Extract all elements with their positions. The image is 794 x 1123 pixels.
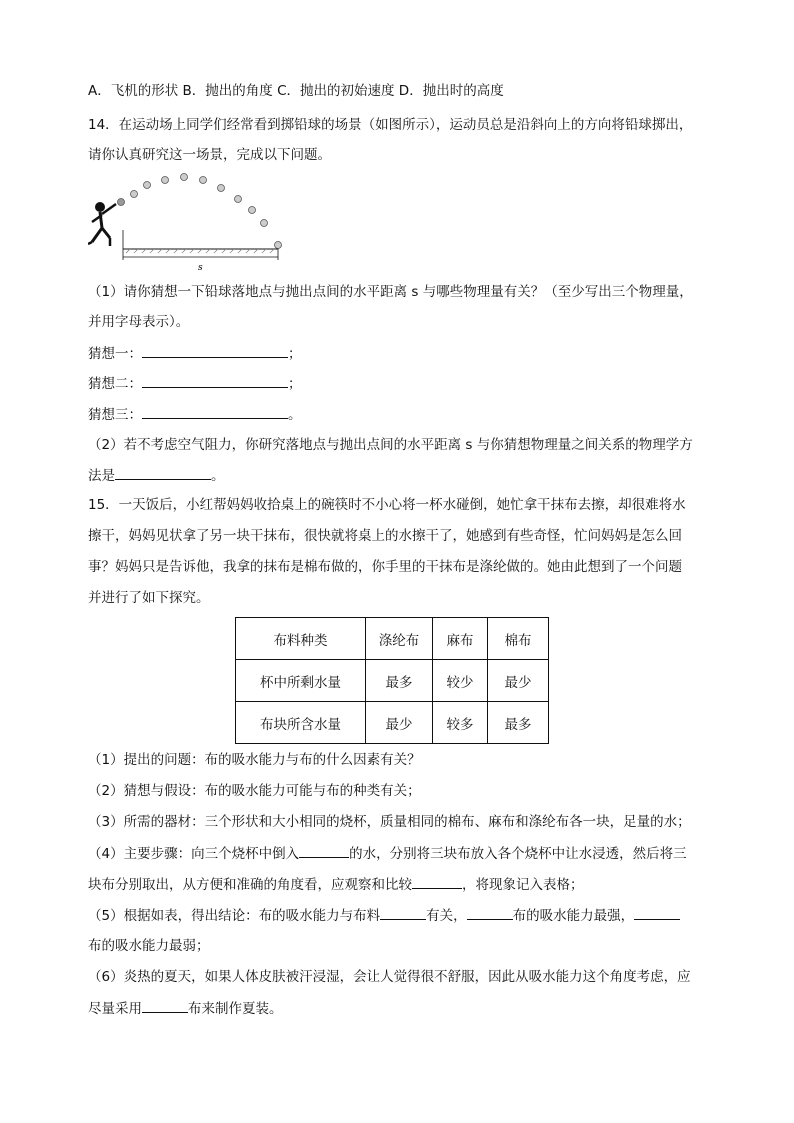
q15-step4-line1: [88, 843, 687, 864]
table-cell: 麻布: [433, 618, 488, 660]
q14-part2-prefix: 法是: [88, 468, 115, 484]
table-cell: 最少: [366, 702, 433, 744]
q15-step5-line2: 布的吸水能力最弱；: [88, 938, 210, 954]
q15-step6-line2: [88, 998, 283, 1019]
distance-label: s: [198, 263, 203, 273]
guess2-row: [88, 373, 302, 394]
strongest-blank[interactable]: [467, 905, 513, 920]
guess2-blank[interactable]: [142, 373, 288, 388]
step4-text-a: （4）主要步骤：向三个烧杯中倒入: [88, 846, 300, 862]
step4-text-d: ，将现象记入表格；: [462, 877, 584, 893]
q15-stem-line1: 15．一天饭后，小红帮妈妈收拾桌上的碗筷时不小心将一杯水碰倒，她忙拿干抹布去擦，却很难将水: [88, 497, 686, 513]
factor-blank[interactable]: [380, 905, 426, 920]
q15-step1: （1）提出的问题：布的吸水能力与布的什么因素有关？: [88, 752, 421, 768]
method-blank[interactable]: [115, 465, 211, 480]
q15-step4-line2: [88, 874, 584, 895]
q14-part2-line1: （2）若不考虑空气阻力，你研究落地点与抛出点间的水平距离 s 与你猜想物理量之间关系的物理学方: [88, 437, 693, 453]
q15-step5-line1: [88, 905, 680, 926]
q15-stem-line3: 事？妈妈只是告诉他，我拿的抹布是棉布做的，你手里的干抹布是涤纶做的。她由此想到了一个问题: [88, 559, 682, 575]
table-cell: 最多: [488, 702, 549, 744]
shot-put-figure: [88, 170, 298, 275]
q15-step3: （3）所需的器材：三个形状和大小相同的烧杯，质量相同的棉布、麻布和涤纶布各一块，足量的水；: [88, 814, 691, 830]
q14-stem-line2: 请你认真研究这一场景，完成以下问题。: [88, 147, 331, 163]
q15-stem-line4: 并进行了如下探究。: [88, 590, 210, 606]
table-header-row: [236, 618, 549, 660]
water-amount-blank[interactable]: [299, 843, 349, 858]
step6-text-b: 尽量采用: [88, 1001, 142, 1017]
guess3-label: 猜想三：: [88, 407, 142, 423]
q15-step6-line1: （6）炎热的夏天，如果人体皮肤被汗浸湿，会让人觉得很不舒服，因此从吸水能力这个角度考虑，应: [88, 969, 691, 985]
table-cell: 较多: [433, 702, 488, 744]
guess3-end: 。: [288, 407, 302, 423]
q15-step2: （2）猜想与假设：布的吸水能力可能与布的种类有关；: [88, 783, 421, 799]
step6-text-c: 布来制作夏装。: [188, 1001, 283, 1017]
table-cell: 最多: [366, 660, 433, 702]
q14-part1-line1: （1）请你猜想一下铅球落地点与抛出点间的水平距离 s 与哪些物理量有关？（至少写出三个物理量，: [88, 284, 693, 300]
table-cell: 最少: [488, 660, 549, 702]
summer-cloth-blank[interactable]: [142, 998, 188, 1013]
table-cell: 涤纶布: [366, 618, 433, 660]
q14-stem-line1: 14．在运动场上同学们经常看到掷铅球的场景（如图所示），运动员总是沿斜向上的方向将铅球掷出，: [88, 117, 693, 133]
step5-text-a: （5）根据如表，得出结论：布的吸水能力与布料: [88, 908, 381, 924]
guess2-end: ；: [288, 376, 302, 392]
step4-text-b: 的水，分别将三块布放入各个烧杯中让水浸透，然后将三: [349, 846, 687, 862]
q14-part1-line2: 并用字母表示）。: [88, 314, 190, 330]
cloth-table: [235, 617, 549, 744]
guess3-blank[interactable]: [142, 404, 288, 419]
table-row: [236, 702, 549, 744]
weakest-blank[interactable]: [634, 905, 680, 920]
table-cell: 较少: [433, 660, 488, 702]
q13-options: A．飞机的形状 B．抛出的角度 C．抛出的初始速度 D．抛出时的高度: [88, 83, 504, 99]
guess1-blank[interactable]: [142, 343, 288, 358]
guess1-end: ；: [288, 346, 302, 362]
q14-part2-line2: [88, 465, 225, 486]
table-cell: 布块所含水量: [236, 702, 366, 744]
q14-part2-end: 。: [211, 468, 225, 484]
step4-text-c: 块布分别取出，从方便和准确的角度看，应观察和比较: [88, 877, 412, 893]
guess3-row: [88, 404, 302, 425]
table-row: [236, 660, 549, 702]
observe-blank[interactable]: [412, 874, 462, 889]
table-cell: 杯中所剩水量: [236, 660, 366, 702]
table-cell: 棉布: [488, 618, 549, 660]
table-cell: 布料种类: [236, 618, 366, 660]
q15-stem-line2: 擦干，妈妈见状拿了另一块干抹布，很快就将桌上的水擦干了，她感到有些奇怪，忙问妈妈是怎么回: [88, 528, 682, 544]
guess2-label: 猜想二：: [88, 376, 142, 392]
guess1-label: 猜想一：: [88, 346, 142, 362]
guess1-row: [88, 343, 302, 364]
step5-text-b: 有关，: [426, 908, 467, 924]
step5-text-c: 布的吸水能力最强，: [512, 908, 635, 924]
